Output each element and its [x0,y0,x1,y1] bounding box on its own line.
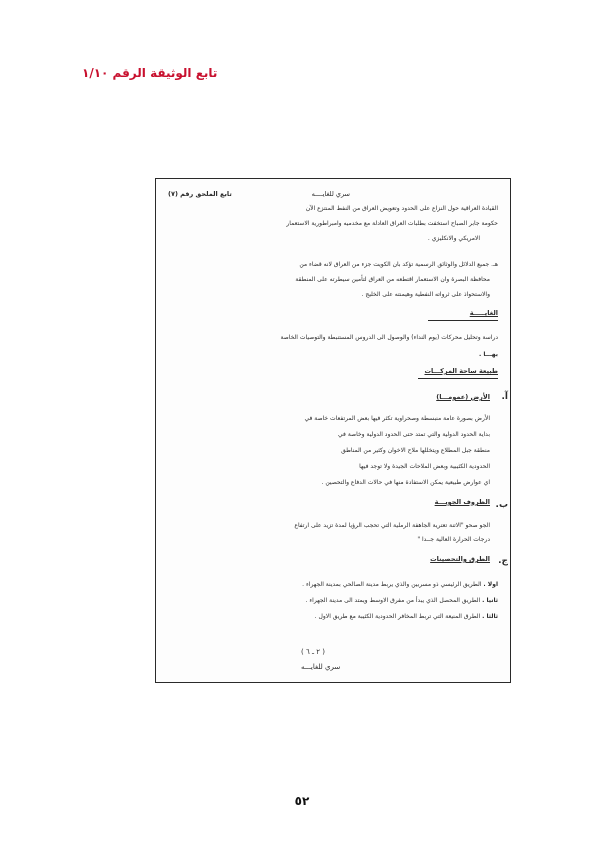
item-e-line: محافظة البصرة وان الاستعمار اقتطعه من العراق لتأمين سيطرته على المنطقة [295,276,490,283]
section-a-line: الحدودية الكثيبية وبعض الملاحات الجيدة ولا توجد فيها [359,463,490,470]
section-a-title: الأرض (عمومـــا) [436,393,490,401]
section-a-line: اي عوارض طبيعية يمكن الاستفادة منها في حالات الدفاع والتحصين . [321,479,490,486]
section-c-label: ج. [498,556,508,566]
scanned-document [155,178,511,683]
page-code: ( ٢ ـ ٦ ) [301,648,325,656]
heading-mission: الغايـــــة [469,309,498,317]
intro-line: حكومة جابر الصباح استخفت بطلبات العراق العادلة مع مخدميه وامبراطورية الاستعمار [286,220,498,227]
heading-underline [418,378,498,379]
route-item [302,581,498,588]
route-text: الطرق المنيعة التي تربط المخافر الحدودية الكثيبة مع طريق الاول . [314,613,481,620]
section-a-line: بداية الحدود الدولية والتي تمتد حتى الحدود الدولية وخاصة في [338,431,490,438]
section-a-label: آ. [501,392,508,402]
section-a-line: منطقة جبل المطلاع ويتخللها ملاح الاخوان وكثير من المناطق [341,447,490,454]
classification-top: سري للغايــــه [311,190,350,198]
intro-line: الامريكي والانكليزي . [427,235,480,242]
section-c-title: الطرق والتحصينات [430,555,490,563]
route-ordinal: اولا . [483,581,498,588]
route-text: الطريق المحصل الذي يبدأ من مفرق الاوسط ويمتد الى مدينة الجهراء . [305,597,481,604]
heading-terrain: طبيعة ساحة المركـــات [424,367,498,375]
classification-bottom: سري للغايـــه [301,663,341,671]
route-ordinal: ثالثا . [482,613,498,620]
section-b-line: درجات الحرارة العالية جــدا " [417,536,490,543]
page-header: تابع الوثيقة الرقم ١/١٠ [82,66,218,80]
mission-line: بهـــا . [479,351,498,358]
intro-line: القيادة العراقية حول النزاع على الحدود وتعويض العراق من النفط المنتزع الآن [305,205,498,212]
route-item [315,613,498,620]
route-ordinal: ثانيا . [482,597,498,604]
page-number: ٥٢ [294,794,310,808]
section-b-title: الظروف الجويـــة [434,498,490,506]
item-e-line: هـ. جميع الدلائل والوثائق الرسمية تؤكد بان الكويت جزء من العراق لانه قضاء من [299,261,498,268]
appendix-label: تابع الملحق رقم (٧) [168,190,232,198]
item-e-line: والاستحواذ على ثرواته النفطية وهيمنته على الخليج . [361,291,490,298]
section-b-line: الجو صحو "الاتنة تعترية الجاهفة الرملية التي تحجب الرؤيا لمدة تزيد على ارتفاع [294,522,490,529]
heading-underline [428,320,498,321]
mission-line: دراسة وتحليل محركات (يوم النداء) والوصول الى الدروس المستنبطة والتوصيات الخاصة [280,334,498,341]
section-a-line: الأرض بصورة عامة منبسطة وصحراوية تكثر فيها بعض المرتفعات خاصة في [304,415,490,422]
route-item [306,597,498,604]
section-b-label: ب. [495,500,508,510]
route-text: الطريق الرئيسي ذو مسربين والذي يربط مدينة الصالحي بمدينة الجهراء . [302,581,482,588]
